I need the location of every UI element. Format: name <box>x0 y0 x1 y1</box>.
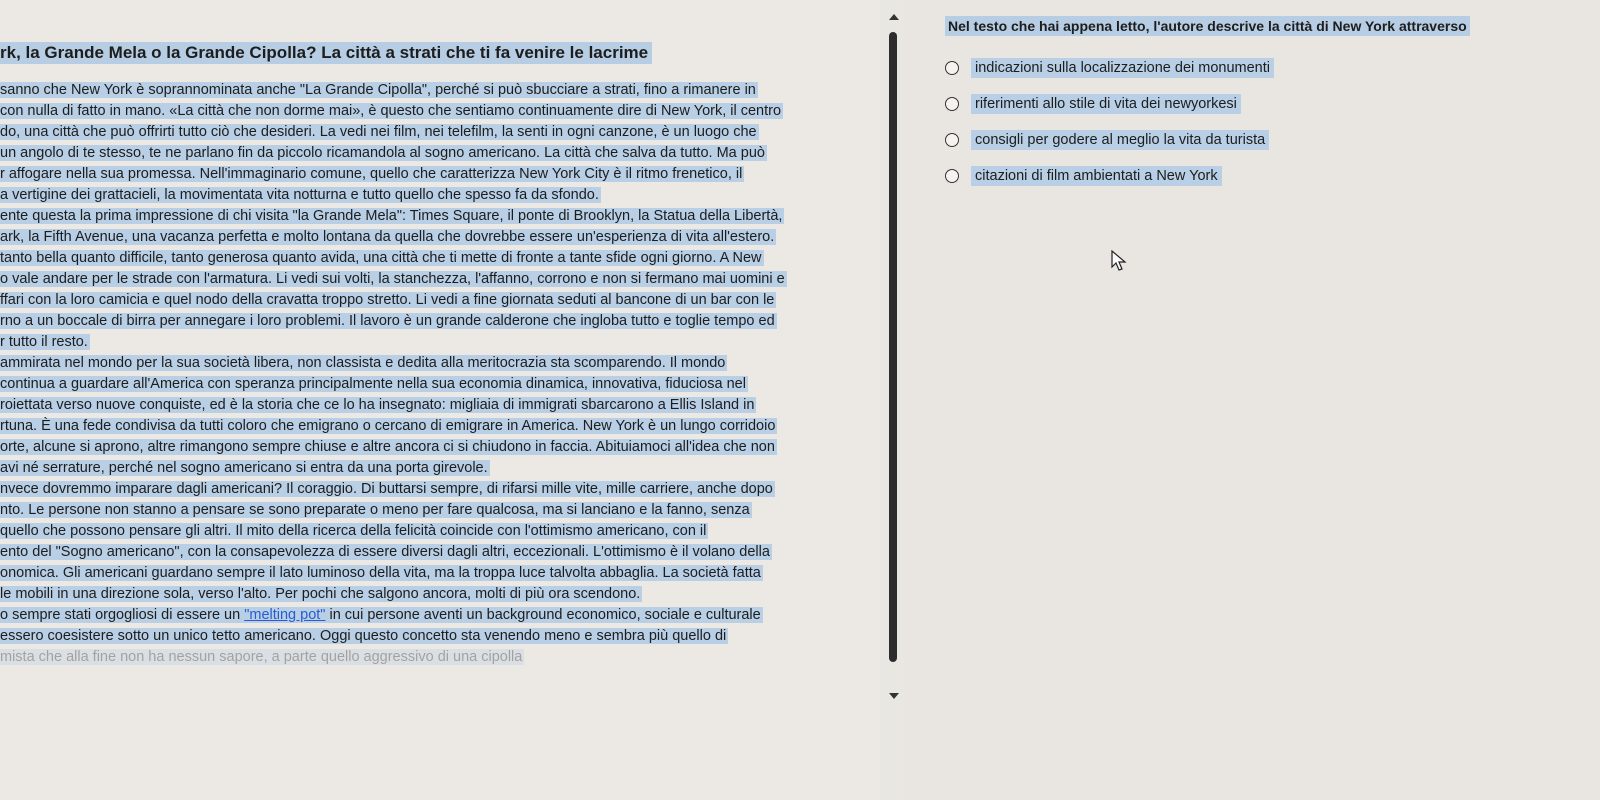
article-line <box>0 332 880 353</box>
radio-button[interactable] <box>945 61 959 75</box>
text-fragment: sanno che New York è soprannominata anche "La Grande Cipolla", perché si può sbucciare a strati, fino a rimanere in <box>0 82 756 98</box>
text-fragment: a vertigine dei grattacieli, la movimentata vita notturna e tutto quello che spesso fa da sfondo. <box>0 187 599 203</box>
question-prompt: Nel testo che hai appena letto, l'autore descrive la città di New York attraverso <box>945 16 1470 36</box>
text-fragment: continua a guardare all'America con speranza principalmente nella sua economia dinamica, innovativa, fiduciosa nel <box>0 376 746 392</box>
text-fragment: ente questa la prima impressione di chi visita "la Grande Mela": Times Square, il ponte di Brooklyn, la Statua della Libertà, <box>0 208 783 224</box>
text-fragment: roiettata verso nuove conquiste, ed è la storia che ce lo ha insegnato: migliaia di immigrati sbarcarono a Ellis Island in <box>0 397 755 413</box>
text-fragment: rtuna. È una fede condivisa da tutti coloro che emigrano o cercano di emigrare in America. New York è un lungo corridoio <box>0 418 776 434</box>
article-line <box>0 185 880 206</box>
scroll-down-arrow-icon[interactable] <box>889 693 899 699</box>
text-fragment: orte, alcune si aprono, altre rimangono sempre chiuse e altre ancora ci si chiudono in faccia. Abituiamoci all'idea che non <box>0 439 775 455</box>
article-line <box>0 164 880 185</box>
text-fragment: ark, la Fifth Avenue, una vacanza perfetta e molto lontana da quella che dovrebbe essere un'esperienza di vita all'estero. <box>0 229 775 245</box>
question-panel <box>905 0 1600 800</box>
article-line <box>0 605 880 626</box>
article-line <box>0 563 880 584</box>
article-line <box>0 458 880 479</box>
radio-button[interactable] <box>945 133 959 147</box>
answer-option-label: riferimenti allo stile di vita dei newyorkesi <box>971 94 1241 114</box>
article-line-faded <box>0 647 880 668</box>
article-line <box>0 80 880 101</box>
text-fragment: mista che alla fine non ha nessun sapore, a parte quello aggressivo di una cipolla <box>0 649 523 665</box>
article-line <box>0 269 880 290</box>
text-fragment: un angolo di te stesso, te ne parlano fin da piccolo ricamandola al sogno americano. La città che salva da tutto. Ma può <box>0 145 765 161</box>
text-fragment: le mobili in una direzione sola, verso l'alto. Per pochi che salgono ancora, molti di più ora scendono. <box>0 586 641 602</box>
text-fragment: rno a un boccale di birra per annegare i loro problemi. Il lavoro è un grande calderone che ingloba tutto e toglie tempo ed <box>0 313 775 329</box>
text-fragment: essero coesistere sotto un unico tetto americano. Oggi questo concetto sta venendo meno e sembra più quello di <box>0 628 727 644</box>
text-fragment: ffari con la loro camicia e quel nodo della cravatta troppo stretto. Li vedi a fine giornata seduti al bancone di un bar con le <box>0 292 775 308</box>
melting-pot-link[interactable]: "melting pot" <box>244 607 326 623</box>
text-fragment: nto. Le persone non stanno a pensare se sono preparate o meno per fare qualcosa, ma si lanciano e la fanno, senza <box>0 502 750 518</box>
article-body <box>0 80 880 668</box>
text-fragment: ammirata nel mondo per la sua società libera, non classista e dedita alla meritocrazia sta scomparendo. Il mondo <box>0 355 726 371</box>
article-line <box>0 248 880 269</box>
scroll-up-arrow-icon[interactable] <box>889 14 899 20</box>
text-fragment: o sempre stati orgogliosi di essere un <box>0 607 245 623</box>
article-line <box>0 479 880 500</box>
article-line <box>0 500 880 521</box>
answer-option-label: citazioni di film ambientati a New York <box>971 166 1222 186</box>
article-line <box>0 101 880 122</box>
text-fragment: r tutto il resto. <box>0 334 88 350</box>
article-line <box>0 290 880 311</box>
article-title: rk, la Grande Mela o la Grande Cipolla? La città a strati che ti fa venire le lacrime <box>0 42 652 64</box>
answer-option-2[interactable] <box>945 94 1241 114</box>
text-fragment: r affogare nella sua promessa. Nell'immaginario comune, quello che caratterizza New York City è il ritmo frenetico, il <box>0 166 743 182</box>
radio-button[interactable] <box>945 97 959 111</box>
text-fragment: onomica. Gli americani guardano sempre il lato luminoso della vita, ma la troppa luce talvolta abbaglia. La società fatta <box>0 565 761 581</box>
article-line <box>0 353 880 374</box>
text-fragment: ento del "Sogno americano", con la consapevolezza di essere diversi dagli altri, eccezionali. L'ottimismo è il volano della <box>0 544 770 560</box>
article-line <box>0 206 880 227</box>
text-fragment: quello che possono pensare gli altri. Il mito della ricerca della felicità coincide con l'ottimismo americano, con il <box>0 523 707 539</box>
article-line <box>0 122 880 143</box>
scrollbar-thumb[interactable] <box>889 32 897 662</box>
text-fragment: nvece dovremmo imparare dagli americani? Il coraggio. Di buttarsi sempre, di rifarsi mille vite, mille carriere, anche dopo <box>0 481 773 497</box>
article-line <box>0 437 880 458</box>
text-fragment: tanto bella quanto difficile, tanto generosa quanto avida, una città che ti mette di fronte a tante sfide ogni giorno. A New <box>0 250 762 266</box>
article-line <box>0 416 880 437</box>
article-line <box>0 542 880 563</box>
article-line <box>0 584 880 605</box>
answer-option-4[interactable] <box>945 166 1222 186</box>
vertical-scrollbar[interactable] <box>887 14 901 699</box>
text-fragment: avi né serrature, perché nel sogno americano si entra da una porta girevole. <box>0 460 488 476</box>
text-fragment: o vale andare per le strade con l'armatura. Li vedi sui volti, la stanchezza, l'affanno, corrono e non si fermano mai uomini e <box>0 271 785 287</box>
article-line <box>0 395 880 416</box>
article-line <box>0 626 880 647</box>
answer-option-1[interactable] <box>945 58 1274 78</box>
article-line <box>0 374 880 395</box>
text-fragment: do, una città che può offrirti tutto ciò che desideri. La vedi nei film, nei telefilm, la senti in ogni canzone, è un luogo che <box>0 124 757 140</box>
article-line <box>0 311 880 332</box>
mouse-cursor-icon <box>1110 250 1128 272</box>
answer-option-3[interactable] <box>945 130 1269 150</box>
answer-option-label: consigli per godere al meglio la vita da turista <box>971 130 1269 150</box>
text-fragment: con nulla di fatto in mano. «La città che non dorme mai», è questo che sentiamo continuamente dire di New York, il centro <box>0 103 782 119</box>
radio-button[interactable] <box>945 169 959 183</box>
article-line <box>0 227 880 248</box>
text-fragment: in cui persone aventi un background economico, sociale e culturale <box>325 607 761 623</box>
article-line <box>0 143 880 164</box>
article-line <box>0 521 880 542</box>
answer-option-label: indicazioni sulla localizzazione dei monumenti <box>971 58 1274 78</box>
